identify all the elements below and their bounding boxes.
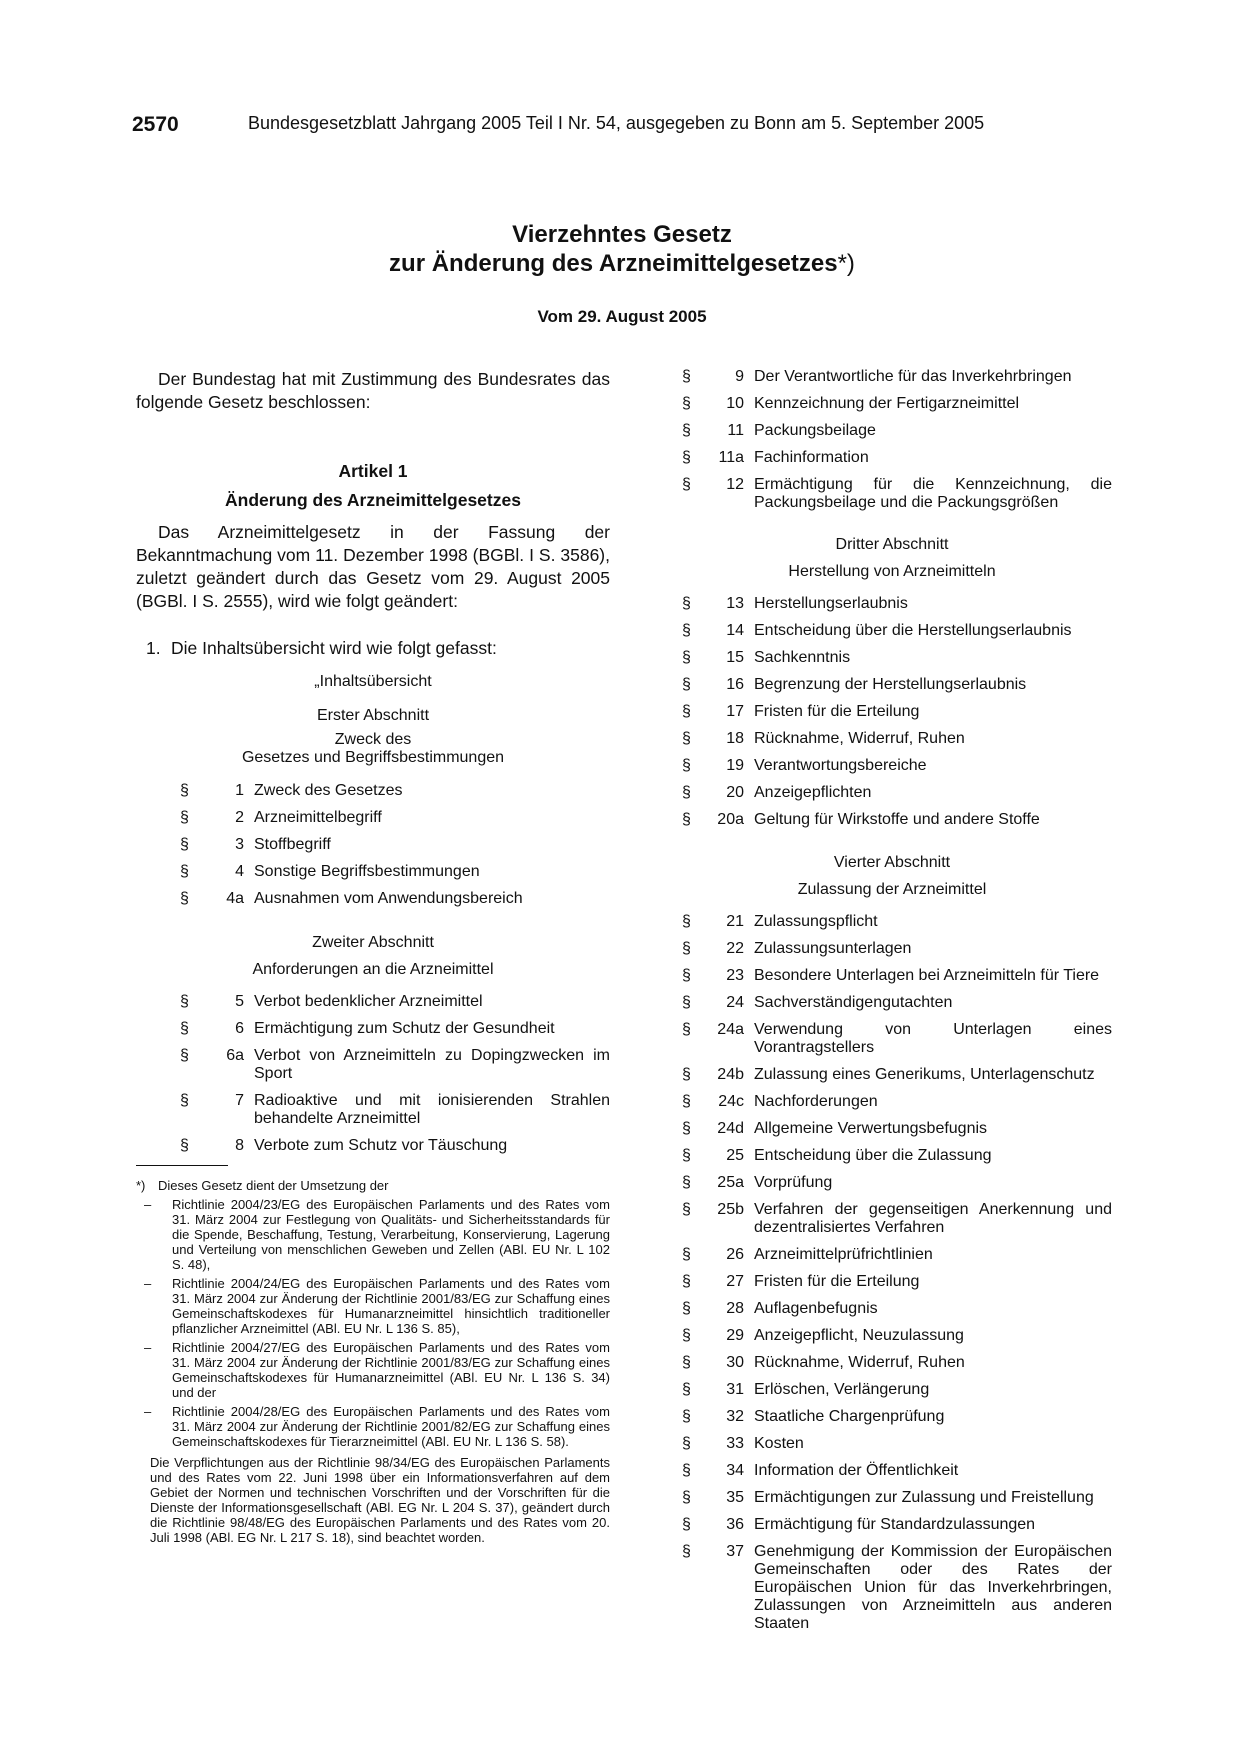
toc-entry-number: 2	[235, 809, 244, 826]
footnote-item	[136, 1276, 610, 1336]
section-symbol: §	[682, 757, 691, 774]
list-item-number: 1.	[146, 638, 161, 658]
toc-entry-text: Zulassungspflicht	[754, 913, 878, 930]
footnote-closing: Die Verpflichtungen aus der Richtlinie 98/34/EG des Europäischen Parlaments und des Rates vom 22. Juni 1998 über ein Informationsverfahren auf dem Gebiet der Normen und technischen Vorschriften und der Vorschriften für die Dienste der Informationsgesellschaft (ABl. EG Nr. L 204 S. 37), geändert durch die Richtlinie 98/48/EG des Europäischen Parlaments und des Rates vom 20. Juli 1998 (ABl. EG Nr. L 217 S. 18), sind beachtet worden.	[150, 1455, 610, 1545]
toc-entry	[136, 1137, 610, 1155]
toc-entry-text: Kosten	[754, 1435, 804, 1452]
section-heading: Vierter Abschnitt	[833, 854, 951, 871]
toc-entry	[672, 703, 1112, 721]
toc-entry-number: 24c	[718, 1093, 744, 1110]
toc-entry-text: Fristen für die Erteilung	[754, 1273, 920, 1290]
footnote-item-text: Richtlinie 2004/27/EG des Europäischen Parlaments und des Rates vom 31. März 2004 zur Änderung der Richtlinie 2001/83/EG zur Schaffung eines Gemeinschaftskodexes für Humanarzneimittel (ABl. EU Nr. L 136 S. 34) und der	[172, 1340, 610, 1400]
dash: –	[144, 1340, 152, 1355]
toc-entry	[672, 1093, 1112, 1111]
toc-entry-number: 6a	[226, 1047, 244, 1064]
list-item-1	[136, 637, 610, 660]
section-symbol: §	[682, 913, 691, 930]
toc-entry	[672, 649, 1112, 667]
toc-entry	[672, 1462, 1112, 1480]
toc-entry-text: Anzeigepflicht, Neuzulassung	[754, 1327, 964, 1344]
toc-entry-number: 24b	[717, 1066, 744, 1083]
toc-entry-number: 36	[726, 1516, 744, 1533]
toc-entry-text: Verbot von Arzneimitteln zu Dopingzwecken im Sport	[254, 1047, 610, 1082]
section-symbol: §	[682, 476, 691, 493]
dash: –	[144, 1197, 152, 1212]
section-symbol: §	[180, 782, 189, 799]
toc-entry-text: Arzneimittelbegriff	[254, 809, 382, 826]
toc-entry	[672, 940, 1112, 958]
toc-entry-text: Zweck des Gesetzes	[254, 782, 403, 799]
dash: –	[144, 1404, 152, 1419]
toc-entry	[672, 811, 1112, 829]
toc-entry-text: Verantwortungsbereiche	[754, 757, 927, 774]
intro-paragraph: Der Bundestag hat mit Zustimmung des Bundesrates das folgende Gesetz beschlossen:	[136, 369, 610, 412]
toc-left	[136, 707, 610, 1155]
section-symbol: §	[682, 1093, 691, 1110]
toc-entry-text: Fristen für die Erteilung	[754, 703, 920, 720]
section-heading: Dritter Abschnitt	[835, 536, 949, 553]
toc-entry-text: Kennzeichnung der Fertigarzneimittel	[754, 395, 1020, 412]
section-subtitle: Zulassung der Arzneimittel	[797, 881, 987, 898]
toc-entry-number: 3	[235, 836, 244, 853]
toc-entry	[672, 1516, 1112, 1534]
toc-entry-number: 6	[235, 1020, 244, 1037]
toc-entry	[672, 1489, 1112, 1507]
toc-entry	[672, 1066, 1112, 1084]
toc-entry	[672, 1543, 1112, 1633]
toc-entry-text: Packungsbeilage	[754, 422, 876, 439]
toc-entry-text: Nachforderungen	[754, 1093, 878, 1110]
section-heading: Zweiter Abschnitt	[312, 934, 434, 951]
toc-entry	[672, 784, 1112, 802]
section-symbol: §	[682, 1201, 691, 1218]
toc-entry	[672, 967, 1112, 985]
toc-entry-number: 4a	[226, 890, 244, 907]
toc-entry-number: 30	[726, 1354, 744, 1371]
toc-entry-text: Sachkenntnis	[754, 649, 851, 666]
section-symbol: §	[682, 1543, 691, 1560]
toc-entry	[136, 890, 610, 908]
toc-entry	[136, 1047, 610, 1083]
section-symbol: §	[682, 967, 691, 984]
section-symbol: §	[682, 395, 691, 412]
section-symbol: §	[682, 1246, 691, 1263]
section-subtitle: Herstellung von Arzneimitteln	[788, 563, 996, 580]
footnote-item-text: Richtlinie 2004/28/EG des Europäischen Parlaments und des Rates vom 31. März 2004 zur Änderung der Richtlinie 2001/82/EG zur Schaffung eines Gemeinschaftskodexes für Tierarzneimittel (ABl. EU Nr. L 136 S. 58).	[172, 1404, 610, 1449]
section-symbol: §	[682, 1408, 691, 1425]
toc-entry-number: 28	[726, 1300, 744, 1317]
section-symbol: §	[180, 1137, 189, 1154]
toc-entry-text: Stoffbegriff	[254, 836, 331, 853]
toc-entry-number: 17	[726, 703, 744, 720]
toc-entry-number: 10	[726, 395, 744, 412]
toc-entry-text: Ermächtigung zum Schutz der Gesundheit	[254, 1020, 555, 1037]
section-symbol: §	[682, 1354, 691, 1371]
section-symbol: §	[682, 940, 691, 957]
toc-entry	[672, 1381, 1112, 1399]
footnote-item	[136, 1197, 610, 1272]
section-symbol: §	[180, 1047, 189, 1064]
toc-entry-text: Information der Öffentlichkeit	[754, 1462, 959, 1479]
toc-entry-number: 25a	[717, 1174, 744, 1191]
toc-entry-number: 21	[726, 913, 744, 930]
footnote-item	[136, 1340, 610, 1400]
section-symbol: §	[682, 595, 691, 612]
toc-entry-text: Ermächtigung für die Kennzeichnung, die Packungsbeilage und die Packungsgrößen	[754, 476, 1112, 511]
toc-entry-number: 18	[726, 730, 744, 747]
article-subheading: Änderung des Arzneimittelgesetzes	[225, 490, 521, 510]
article-heading: Artikel 1	[338, 461, 408, 481]
footnote-item-text: Richtlinie 2004/24/EG des Europäischen Parlaments und des Rates vom 31. März 2004 zur Änderung der Richtlinie 2001/83/EG zur Schaffung eines Gemeinschaftskodexes für Humanarzneimittel hinsichtlich traditioneller pflanzlicher Arzneimittel (ABl. EU Nr. L 136 S. 85),	[172, 1276, 610, 1336]
section-symbol: §	[682, 784, 691, 801]
section-symbol: §	[682, 703, 691, 720]
toc-entry-number: 29	[726, 1327, 744, 1344]
section-subtitle: Zweck des	[334, 731, 412, 748]
toc-entry	[136, 1092, 610, 1128]
section-symbol: §	[180, 993, 189, 1010]
section-symbol: §	[682, 1435, 691, 1452]
title-line-2-wrap	[0, 249, 1244, 278]
section-symbol: §	[682, 1489, 691, 1506]
toc-entry-text: Herstellungserlaubnis	[754, 595, 908, 612]
section-symbol: §	[682, 649, 691, 666]
toc-entry-number: 35	[726, 1489, 744, 1506]
toc-entry-number: 34	[726, 1462, 744, 1479]
running-head: Bundesgesetzblatt Jahrgang 2005 Teil I Nr. 54, ausgegeben zu Bonn am 5. September 2005	[248, 113, 985, 133]
page-number: 2570	[132, 113, 179, 136]
toc-entry-text: Geltung für Wirkstoffe und andere Stoffe	[754, 811, 1040, 828]
section-symbol: §	[682, 811, 691, 828]
toc-entry-text: Verbot bedenklicher Arzneimittel	[254, 993, 483, 1010]
toc-entry-text: Vorprüfung	[754, 1174, 833, 1191]
title-line-1: Vierzehntes Gesetz	[512, 221, 732, 248]
toc-entry-number: 23	[726, 967, 744, 984]
section-symbol: §	[682, 1327, 691, 1344]
section-symbol: §	[682, 994, 691, 1011]
toc-entry-number: 25	[726, 1147, 744, 1164]
toc-entry-number: 1	[235, 782, 244, 799]
title-footnote-mark: *)	[837, 250, 855, 277]
toc-entry	[672, 622, 1112, 640]
toc-entry	[672, 395, 1112, 413]
footnote-mark: *)	[136, 1178, 146, 1193]
toc-entry	[136, 836, 610, 854]
toc-entry	[672, 595, 1112, 613]
toc-entry-text: Verbote zum Schutz vor Täuschung	[254, 1137, 508, 1154]
toc-entry-number: 16	[726, 676, 744, 693]
footnote-intro-row	[136, 1178, 610, 1193]
toc-entry	[672, 730, 1112, 748]
toc-title: „Inhaltsübersicht	[314, 673, 432, 690]
toc-entry-number: 12	[726, 476, 744, 493]
toc-entry-number: 27	[726, 1273, 744, 1290]
toc-entry	[672, 757, 1112, 775]
section-symbol: §	[682, 449, 691, 466]
toc-entry	[672, 1300, 1112, 1318]
toc-entry-number: 19	[726, 757, 744, 774]
toc-entry-text: Arzneimittelprüfrichtlinien	[754, 1246, 933, 1263]
toc-entry-number: 11	[727, 422, 744, 439]
toc-entry-text: Fachinformation	[754, 449, 869, 466]
right-column	[672, 368, 1112, 1633]
toc-entry-text: Erlöschen, Verlängerung	[754, 1381, 930, 1398]
toc-entry-number: 22	[726, 940, 744, 957]
toc-entry	[672, 422, 1112, 440]
toc-entry	[672, 1246, 1112, 1264]
toc-entry	[672, 1408, 1112, 1426]
toc-entry-number: 5	[235, 993, 244, 1010]
list-item-text: Die Inhaltsübersicht wird wie folgt gefasst:	[171, 638, 497, 658]
toc-entry	[136, 782, 610, 800]
section-symbol: §	[180, 809, 189, 826]
law-title	[0, 220, 1244, 278]
toc-entry-text: Verfahren der gegenseitigen Anerkennung und dezentralisiertes Verfahren	[754, 1201, 1112, 1236]
toc-entry-number: 26	[726, 1246, 744, 1263]
toc-entry-number: 25b	[717, 1201, 744, 1218]
section-symbol: §	[682, 1300, 691, 1317]
toc-entry-number: 15	[726, 649, 744, 666]
section-subtitle: Gesetzes und Begriffsbestimmungen	[241, 749, 505, 766]
law-date: Vom 29. August 2005	[537, 307, 707, 326]
toc-entry-text: Entscheidung über die Herstellungserlaubnis	[754, 622, 1072, 639]
section-symbol: §	[682, 1273, 691, 1290]
toc-entry-text: Ausnahmen vom Anwendungsbereich	[254, 890, 523, 907]
footnotes	[136, 1178, 610, 1545]
section-symbol: §	[682, 1147, 691, 1164]
toc-entry-number: 20a	[717, 811, 744, 828]
toc-entry-number: 7	[235, 1092, 244, 1109]
toc-entry-text: Sachverständigengutachten	[754, 994, 953, 1011]
toc-entry-text: Besondere Unterlagen bei Arzneimitteln für Tiere	[754, 967, 1100, 984]
toc-entry	[136, 993, 610, 1011]
section-symbol: §	[180, 1020, 189, 1037]
section-heading: Erster Abschnitt	[316, 707, 430, 724]
toc-entry-number: 11a	[718, 449, 744, 466]
toc-entry-text: Zulassungsunterlagen	[754, 940, 912, 957]
toc-entry-number: 37	[726, 1543, 744, 1560]
toc-entry-number: 24	[726, 994, 744, 1011]
section-symbol: §	[682, 1174, 691, 1191]
toc-entry-number: 24d	[717, 1120, 744, 1137]
toc-entry-number: 32	[726, 1408, 744, 1425]
section-symbol: §	[682, 1066, 691, 1083]
section-symbol: §	[682, 730, 691, 747]
toc-entry	[672, 913, 1112, 931]
article-body: Das Arzneimittelgesetz in der Fassung der Bekanntmachung vom 11. Dezember 1998 (BGBl. I S. 3586), zuletzt geändert durch das Gesetz vom 29. August 2005 (BGBl. I S. 2555), wird wie folgt geändert:	[136, 522, 610, 611]
toc-entry	[672, 1174, 1112, 1192]
section-symbol: §	[682, 368, 691, 385]
toc-entry-text: Entscheidung über die Zulassung	[754, 1147, 992, 1164]
section-symbol: §	[682, 1516, 691, 1533]
section-symbol: §	[682, 676, 691, 693]
dash: –	[144, 1276, 152, 1291]
toc-entry-number: 8	[235, 1137, 244, 1154]
toc-entry-text: Anzeigepflichten	[754, 784, 872, 801]
toc-entry-text: Zulassung eines Generikums, Unterlagenschutz	[754, 1066, 1095, 1083]
toc-entry-text: Radioaktive und mit ionisierenden Strahlen behandelte Arzneimittel	[254, 1092, 610, 1127]
toc-entry-number: 14	[726, 622, 744, 639]
toc-entry-number: 33	[726, 1435, 744, 1452]
toc-entry	[136, 1020, 610, 1038]
toc-entry	[672, 1201, 1112, 1237]
toc-entry-text: Ermächtigungen zur Zulassung und Freistellung	[754, 1489, 1094, 1506]
section-symbol: §	[682, 422, 691, 439]
toc-entry	[672, 1327, 1112, 1345]
toc-entry	[672, 1021, 1112, 1057]
section-symbol: §	[180, 890, 189, 907]
toc-entry-number: 31	[726, 1381, 744, 1398]
toc-entry-text: Rücknahme, Widerruf, Ruhen	[754, 730, 965, 747]
toc-entry	[672, 676, 1112, 694]
toc-entry-text: Genehmigung der Kommission der Europäischen Gemeinschaften oder des Rates der Europäischen Union für das Inverkehrbringen, Zulassungen von Arzneimitteln aus anderen Staaten	[754, 1543, 1112, 1632]
toc-entry	[672, 476, 1112, 512]
toc-entry-number: 20	[726, 784, 744, 801]
toc-entry	[672, 1435, 1112, 1453]
section-symbol: §	[682, 622, 691, 639]
section-symbol: §	[682, 1021, 691, 1038]
section-subtitle: Anforderungen an die Arzneimittel	[252, 961, 494, 978]
toc-entry-number: 4	[235, 863, 244, 880]
footnote-item	[136, 1404, 610, 1449]
toc-entry-text: Auflagenbefugnis	[754, 1300, 878, 1317]
toc-entry-number: 9	[735, 368, 744, 385]
section-symbol: §	[180, 863, 189, 880]
toc-entry	[136, 809, 610, 827]
title-line-2: zur Änderung des Arzneimittelgesetzes	[389, 250, 838, 277]
toc-entry	[672, 1120, 1112, 1138]
toc-entry	[136, 863, 610, 881]
toc-entry	[672, 1147, 1112, 1165]
footnote-divider	[136, 1165, 228, 1166]
toc-entry	[672, 368, 1112, 386]
toc-entry-text: Staatliche Chargenprüfung	[754, 1408, 945, 1425]
toc-entry-number: 24a	[717, 1021, 744, 1038]
toc-entry-text: Verwendung von Unterlagen eines Vorantragstellers	[754, 1021, 1112, 1056]
toc-entry-text: Ermächtigung für Standardzulassungen	[754, 1516, 1036, 1533]
toc-entry	[672, 449, 1112, 467]
toc-entry-text: Sonstige Begriffsbestimmungen	[254, 863, 480, 880]
toc-entry	[672, 1273, 1112, 1291]
section-symbol: §	[682, 1381, 691, 1398]
footnote-item-text: Richtlinie 2004/23/EG des Europäischen Parlaments und des Rates vom 31. März 2004 zur Festlegung von Qualitäts- und Sicherheitsstandards für die Spende, Beschaffung, Testung, Verarbeitung, Konservierung, Lagerung und Verteilung von menschlichen Geweben und Zellen (ABl. EU Nr. L 102 S. 48),	[172, 1197, 610, 1272]
section-symbol: §	[180, 836, 189, 853]
footnote-intro: Dieses Gesetz dient der Umsetzung der	[158, 1178, 389, 1193]
toc-entry-text: Der Verantwortliche für das Inverkehrbringen	[754, 368, 1072, 385]
toc-entry	[672, 994, 1112, 1012]
toc-entry-text: Rücknahme, Widerruf, Ruhen	[754, 1354, 965, 1371]
toc-entry-number: 13	[726, 595, 744, 612]
section-symbol: §	[180, 1092, 189, 1109]
toc-entry	[672, 1354, 1112, 1372]
section-symbol: §	[682, 1462, 691, 1479]
toc-entry-text: Allgemeine Verwertungsbefugnis	[754, 1120, 988, 1137]
toc-entry-text: Begrenzung der Herstellungserlaubnis	[754, 676, 1027, 693]
section-symbol: §	[682, 1120, 691, 1137]
left-column	[136, 368, 610, 1545]
